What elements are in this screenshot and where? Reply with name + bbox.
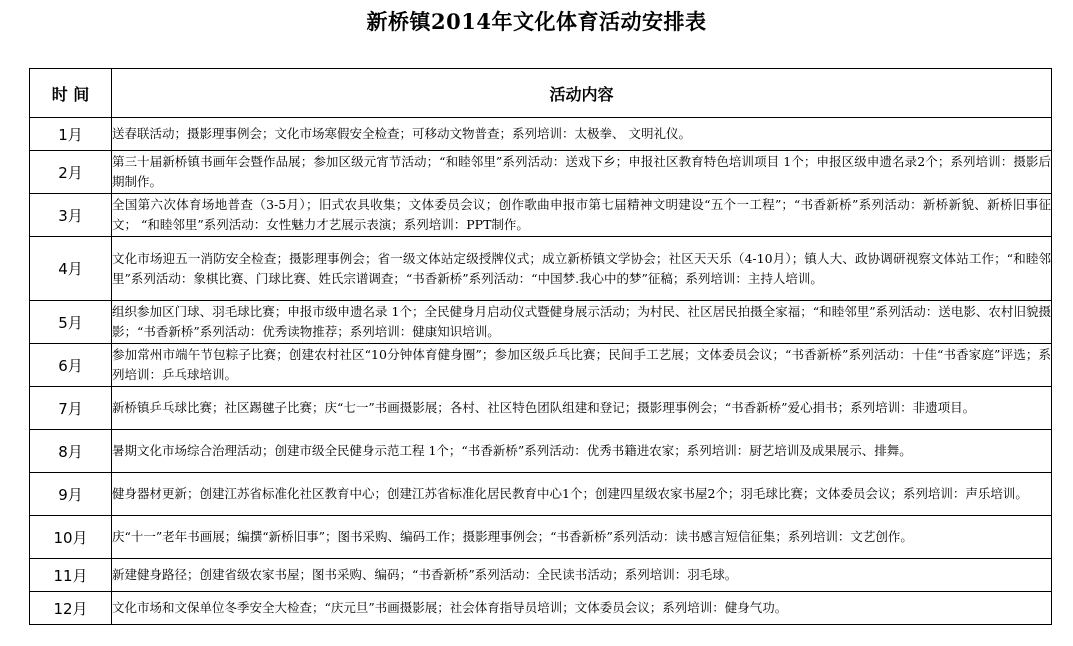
table-row xyxy=(30,151,1052,194)
table-row xyxy=(30,194,1052,237)
table-row xyxy=(30,301,1052,344)
month-cell: 1月 xyxy=(30,118,112,151)
table-row xyxy=(30,430,1052,473)
activity-cell: 新建健身路径；创建省级农家书屋；图书采购、编码；“书香新桥”系列活动：全民读书活动；系列培训：羽毛球。 xyxy=(112,559,1052,592)
activity-cell: 送春联活动；摄影理事例会；文化市场寒假安全检查；可移动文物普查；系列培训：太极拳、 文明礼仪。 xyxy=(112,118,1052,151)
table-row xyxy=(30,344,1052,387)
month-cell: 10月 xyxy=(30,516,112,559)
activity-cell: 暑期文化市场综合治理活动；创建市级全民健身示范工程 1个；“书香新桥”系列活动：优秀书籍进农家；系列培训：厨艺培训及成果展示、排舞。 xyxy=(112,430,1052,473)
schedule-table xyxy=(29,68,1052,625)
table-row xyxy=(30,237,1052,301)
month-cell: 12月 xyxy=(30,592,112,625)
month-cell: 5月 xyxy=(30,301,112,344)
table-row xyxy=(30,592,1052,625)
table-row xyxy=(30,473,1052,516)
activity-cell: 第三十届新桥镇书画年会暨作品展；参加区级元宵节活动；“和睦邻里”系列活动：送戏下乡；申报社区教育特色培训项目 1个；申报区级申遗名录2个；系列培训：摄影后期制作。 xyxy=(112,151,1052,194)
activity-cell: 新桥镇乒乓球比赛；社区踢毽子比赛；庆“七一”书画摄影展；各村、社区特色团队组建和登记；摄影理事例会；“书香新桥”爱心捐书；系列培训：非遗项目。 xyxy=(112,387,1052,430)
activity-cell: 组织参加区门球、羽毛球比赛；申报市级申遗名录 1个；全民健身月启动仪式暨健身展示活动；为村民、社区居民拍摄全家福；“和睦邻里”系列活动：送电影、农村旧貌摄影；“书香新桥”系列活动：优秀读物推荐；系列培训：健康知识培训。 xyxy=(112,301,1052,344)
table-row xyxy=(30,516,1052,559)
page-title: 新桥镇2014年文化体育活动安排表 xyxy=(366,9,707,34)
table-row xyxy=(30,559,1052,592)
header-time: 时 间 xyxy=(30,69,112,118)
month-cell: 3月 xyxy=(30,194,112,237)
activity-cell: 文化市场和文保单位冬季安全大检查；“庆元旦”书画摄影展；社会体育指导员培训；文体委员会议；系列培训：健身气功。 xyxy=(112,592,1052,625)
table-row xyxy=(30,118,1052,151)
activity-cell: 全国第六次体育场地普查（3-5月）；旧式农具收集；文体委员会议；创作歌曲申报市第七届精神文明建设“五个一工程”；“书香新桥”系列活动：新桥新貌、新桥旧事征文； “和睦邻里”系列活动：女性魅力才艺展示表演；系列培训：PPT制作。 xyxy=(112,194,1052,237)
activity-cell: 文化市场迎五一消防安全检查；摄影理事例会；省一级文体站定级授牌仪式；成立新桥镇文学协会；社区天天乐（4-10月）；镇人大、政协调研视察文体站工作；“和睦邻里”系列活动：象棋比赛、门球比赛、姓氏宗谱调查；“书香新桥”系列活动：“中国梦.我心中的梦”征稿；系列培训：主持人培训。 xyxy=(112,237,1052,301)
month-cell: 11月 xyxy=(30,559,112,592)
month-cell: 9月 xyxy=(30,473,112,516)
month-cell: 4月 xyxy=(30,237,112,301)
activity-cell: 健身器材更新；创建江苏省标准化社区教育中心；创建江苏省标准化居民教育中心1个；创建四星级农家书屋2个；羽毛球比赛；文体委员会议；系列培训：声乐培训。 xyxy=(112,473,1052,516)
header-content: 活动内容 xyxy=(112,69,1052,118)
month-cell: 7月 xyxy=(30,387,112,430)
month-cell: 8月 xyxy=(30,430,112,473)
header-row xyxy=(30,69,1052,118)
activity-cell: 参加常州市端午节包粽子比赛；创建农村社区“10分钟体育健身圈”；参加区级乒乓比赛；民间手工艺展；文体委员会议；“书香新桥”系列活动：十佳“书香家庭”评选；系列培训：乒乓球培训。 xyxy=(112,344,1052,387)
month-cell: 2月 xyxy=(30,151,112,194)
activity-cell: 庆“十一”老年书画展；编撰“新桥旧事”；图书采购、编码工作；摄影理事例会；“书香新桥”系列活动：读书感言短信征集；系列培训：文艺创作。 xyxy=(112,516,1052,559)
table-row xyxy=(30,387,1052,430)
month-cell: 6月 xyxy=(30,344,112,387)
